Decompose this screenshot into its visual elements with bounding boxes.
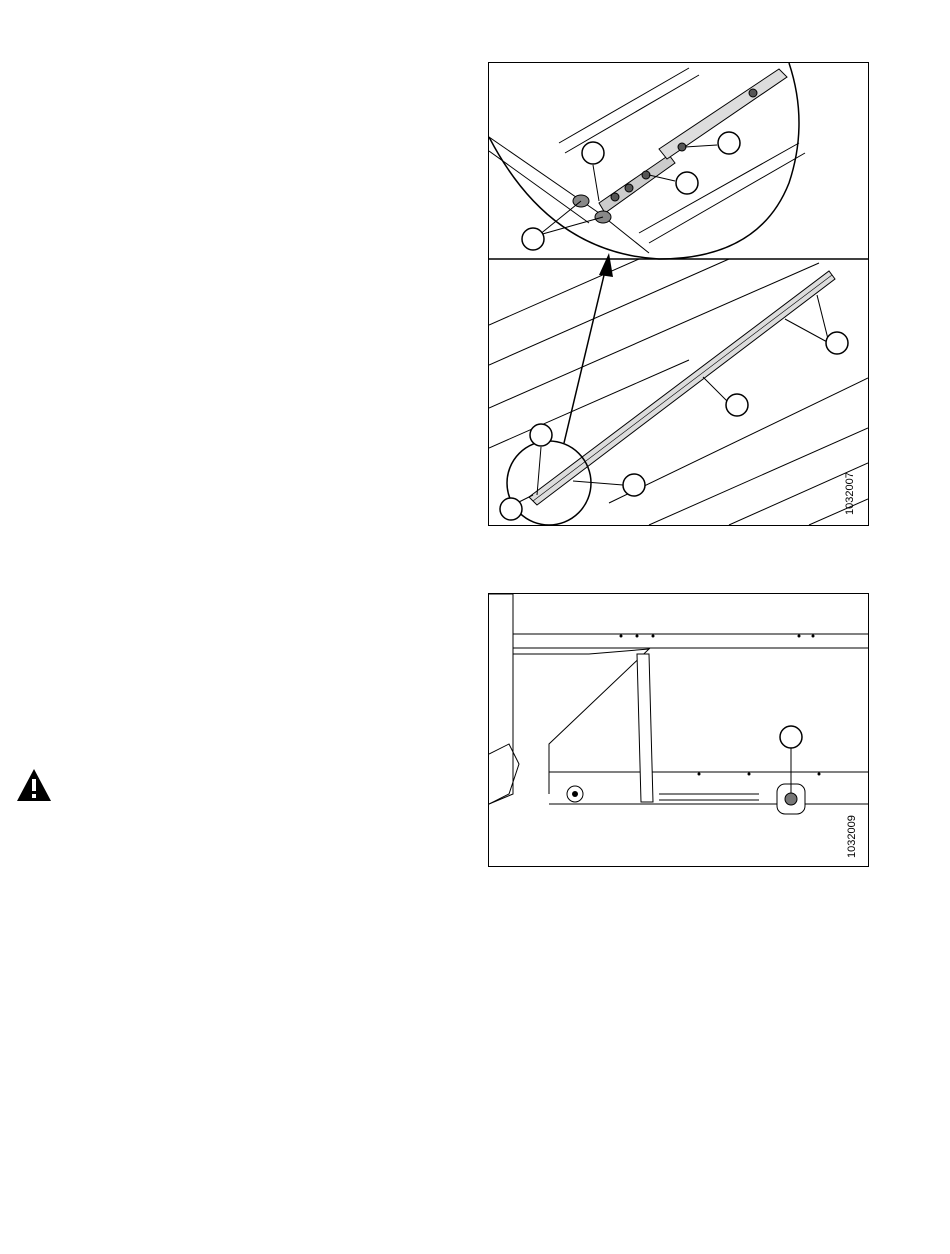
figure-frame-illustration <box>489 594 868 866</box>
figure-deflector-detail <box>488 62 869 526</box>
figure-number: 1032009 <box>846 815 858 858</box>
warning-triangle-icon <box>16 768 52 802</box>
figure-number: 1032007 <box>844 472 856 515</box>
figure-deflector-illustration <box>489 63 868 525</box>
callout-circle <box>582 142 604 164</box>
figure-frame-view <box>488 593 869 867</box>
detail-view <box>489 63 805 259</box>
overview-view <box>489 253 868 525</box>
